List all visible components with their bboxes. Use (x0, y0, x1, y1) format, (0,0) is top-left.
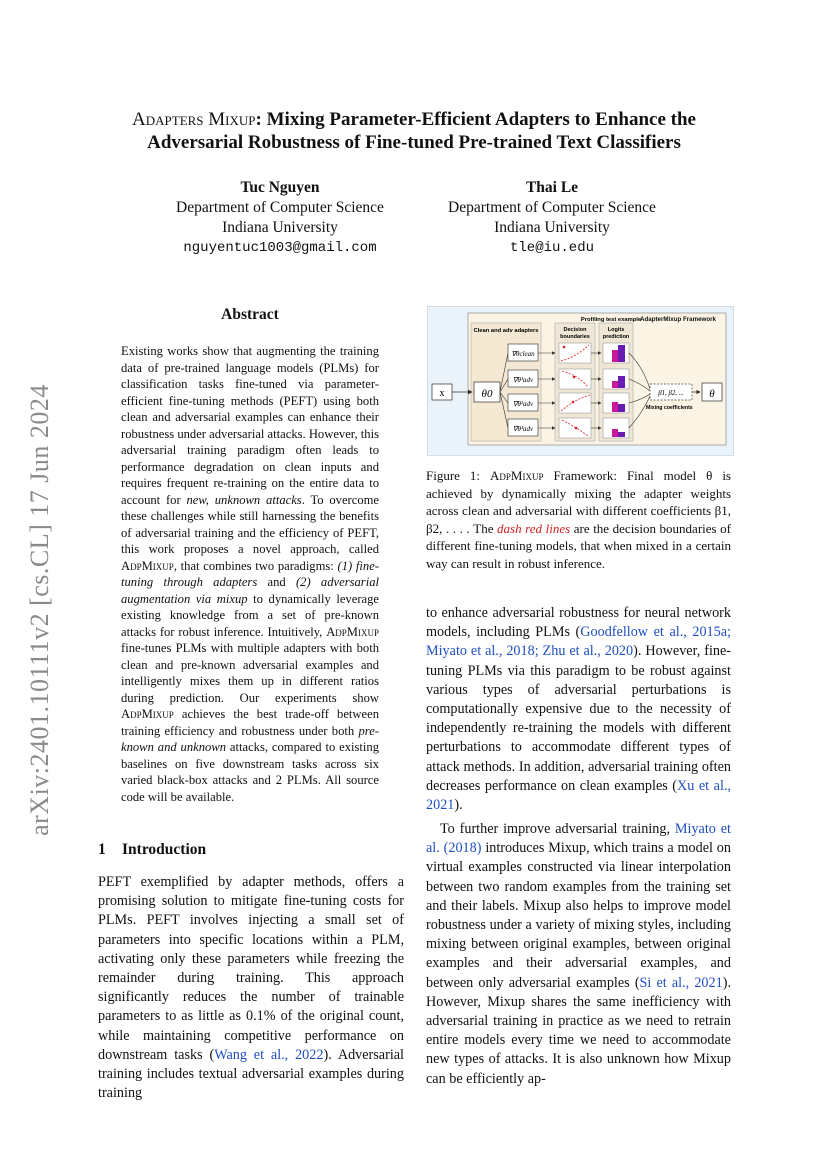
logits-label-2: prediction (602, 334, 630, 340)
abstract-emph: (2) adversarial augmentation via mixup (121, 575, 379, 606)
arxiv-id-text: arXiv:2401.10111v2 [cs.CL] 17 Jun 2024 (25, 384, 54, 836)
author-email: nguyentuc1003@gmail.com (183, 240, 377, 256)
caption-span: Framework: Final model θ is achieved by dynamically mixing the adapter weights across clean and adversarial with different coefficients β1, β2, . . . . The (426, 468, 731, 536)
intro-span: ). Adversarial training includes textual adversarial examples during training (98, 1046, 404, 1102)
framework-label: AdapterMixup Framework (640, 316, 716, 323)
decision-label-1: Decision (563, 327, 587, 333)
figure-caption (426, 467, 731, 572)
method-name: AdpMixup (490, 468, 544, 483)
author-email: tle@iu.edu (509, 240, 594, 256)
body-span: ). However, fine-tuning PLMs via this paradigm to be robust against various types of adversarial perturbations is computationally expensive due to the necessity of independently re-training the models with different perturbations to accommodate different types of attack methods. In addition, adversarial training often decreases performance on clean examples ( (426, 643, 731, 794)
adapter-label: ∇θ³adv (512, 425, 534, 433)
caption-red-text: dash red lines (497, 520, 571, 536)
adapters-label: Clean and adv adapters (473, 328, 539, 334)
logits-label-1: Logits (607, 327, 625, 333)
author-name: Tuc Nguyen (240, 179, 320, 196)
abstract-emph: new, unknown attacks (186, 492, 302, 507)
author-name: Thai Le (525, 179, 579, 196)
abstract-span: attacks, compared to existing baselines on five downstream tasks across six varied black-box attacks and 2 PLMs. All source code will be available. (121, 740, 380, 804)
method-name: AdpMixup (121, 558, 174, 573)
method-name: AdpMixup (121, 707, 174, 721)
abstract-span: . To overcome these challenges while still harnessing the benefits of adversarial training and the efficiency of PEFT, this work proposes a novel approach, called (121, 492, 380, 556)
author-block-2 (402, 178, 702, 258)
abstract-emph: (1) fine-tuning through adapters (121, 558, 379, 589)
paper-title (90, 108, 738, 154)
betas-label: β1, β2, ... (658, 390, 684, 397)
arxiv-identifier (20, 370, 60, 850)
caption-span: Figure 1: (426, 468, 490, 483)
theta0-label: θ0 (481, 388, 493, 400)
body-span: To further improve adversarial training, (440, 821, 675, 837)
author-university: Indiana University (494, 219, 610, 236)
abstract-text (121, 343, 379, 805)
theta-label: θ (709, 388, 715, 400)
author-affiliation: Department of Computer Science (176, 199, 384, 216)
section-heading-introduction (98, 841, 206, 859)
body-span: introduces Mixup, which trains a model on virtual examples constructed via linear interpolation between two random examples from the training set and their labels. Mixup also helps to improve model robustness under a variety of mixing styles, including mixing between original examples, between original examples and their adversarial examples, and between only adversarial examples ( (426, 840, 731, 991)
abstract-span: Existing works show that augmenting the training data of pre-trained language models (PLMs) for classification tasks fine-tuned via parameter-efficient fine-tuning methods (PEFT) using both clean and adversarial examples can enhance their robustness under adversarial attacks. However, this adversarial training paradigm often leads to performance degradation on clean inputs and requires frequent re-training on the entire data to account for (121, 344, 379, 507)
citation-link[interactable]: Goodfellow et al., 2015a; Miyato et al., 2018; Zhu et al., 2020 (426, 624, 731, 660)
abstract-span: to dynamically leverage existing knowledge from a set of pre-known attacks for robust inference. Intuitively, (121, 591, 379, 639)
profiling-label: Profiling test example (580, 317, 642, 323)
citation-link[interactable]: Miyato et al. (2018) (426, 821, 731, 857)
abstract-span: achieves the best trade-off between training efficiency and robustness under both (121, 707, 379, 738)
author-block-1 (130, 178, 430, 258)
section-title: Introduction (122, 841, 207, 858)
method-name: AdpMixup (326, 624, 379, 639)
adapter-label: ∇θclean (511, 350, 535, 358)
citation-link[interactable]: Xu et al., 2021 (426, 777, 731, 814)
body-span: to enhance adversarial robustness for neural network models, including PLMs ( (426, 605, 731, 641)
author-affiliation: Department of Computer Science (448, 199, 656, 216)
decision-label-2: boundaries (560, 334, 590, 340)
abstract-emph: pre-known and unknown (121, 723, 379, 754)
author-university: Indiana University (222, 219, 338, 236)
citation-link[interactable]: Si et al., 2021 (639, 974, 723, 991)
figure-1-diagram (427, 306, 734, 456)
coeff-label: Mixing coefficients (646, 405, 693, 411)
title-prefix: Adapters Mixup (132, 109, 256, 130)
intro-paragraph (98, 873, 404, 1103)
section-number: 1 (98, 841, 106, 858)
adapter-label: ∇θ²adv (512, 400, 534, 408)
adapter-label: ∇θ¹adv (512, 376, 534, 384)
adapter-row-3 (500, 392, 629, 413)
abstract-span: and (257, 575, 296, 589)
caption-span: are the decision boundaries of different fine-tuning models, that when mixed in a certain way can result in robust inference. (426, 520, 731, 571)
right-column-paragraph-2 (426, 820, 731, 1089)
right-column-paragraph-1 (426, 604, 731, 815)
abstract-span: fine-tunes PLMs with multiple adapters with both clean and pre-known adversarial examples and intelligently mixes them up in different ratios during prediction. Our experiments show (121, 641, 379, 705)
input-label: x (439, 388, 445, 399)
abstract-heading: Abstract (221, 306, 279, 323)
body-span: ). (454, 797, 463, 814)
abstract-span: , that combines two paradigms: (173, 558, 338, 573)
intro-span: PEFT exemplified by adapter methods, offers a promising solution to mitigate fine-tuning costs for PLMs. PEFT involves injecting a small set of parameters into specific locations within a PLM, activating only these parameters while freezing the remainder during training. This approach significantly reduces the number of trainable parameters to as little as 0.1% of the original count, while maintaining competitive performance on downstream tasks ( (98, 874, 404, 1063)
citation-link[interactable]: Wang et al., 2022 (214, 1046, 324, 1063)
body-span: ). However, Mixup shares the same inefficiency with adversarial training in practice as we need to retrain entire models every time we need to accommodate new types of attacks. It is also unknown how Mixup can be efficiently ap- (426, 974, 731, 1087)
title-main: : Mixing Parameter-Efficient Adapters to Enhance the Adversarial Robustness of Fine-tuned Pre-trained Text Classifiers (147, 109, 696, 153)
